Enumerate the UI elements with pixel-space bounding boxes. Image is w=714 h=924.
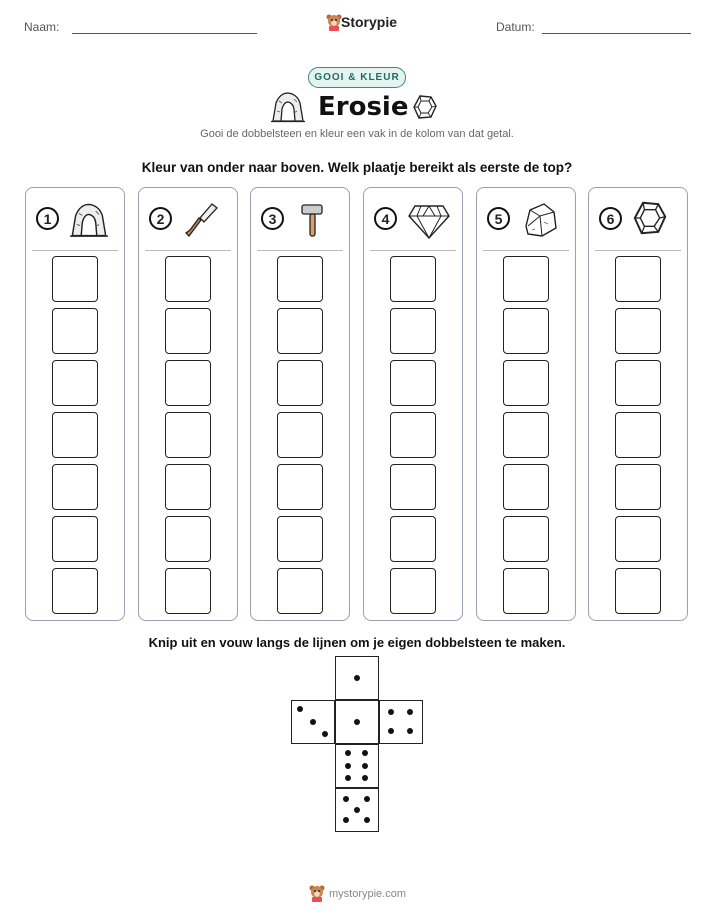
color-cell[interactable] <box>390 516 436 562</box>
activity-badge: GOOI & KLEUR <box>308 67 406 88</box>
dice-pip <box>362 775 368 781</box>
column-divider <box>595 250 681 251</box>
column-divider <box>32 250 118 251</box>
column-1 <box>25 187 125 621</box>
dice-pip <box>362 750 368 756</box>
dice-face-1 <box>335 700 379 744</box>
dice-instruction: Knip uit en vouw langs de lijnen om je eigen dobbelsteen te maken. <box>148 635 566 650</box>
dice-pip <box>354 719 360 725</box>
color-cell[interactable] <box>165 360 211 406</box>
color-cell[interactable] <box>277 568 323 614</box>
dice-face-5 <box>335 788 379 832</box>
gem-icon <box>412 94 438 120</box>
dice-pip <box>407 709 413 715</box>
dice-pip <box>388 709 394 715</box>
color-cell[interactable] <box>390 308 436 354</box>
page-title: Erosie <box>318 92 409 122</box>
dice-face-3 <box>291 700 335 744</box>
name-label: Naam: <box>24 20 60 34</box>
dice-pip <box>322 731 328 737</box>
color-cell[interactable] <box>52 308 98 354</box>
chisel-icon <box>182 200 222 240</box>
color-cell[interactable] <box>390 360 436 406</box>
color-cell[interactable] <box>165 412 211 458</box>
bear-icon <box>309 884 325 902</box>
color-cell[interactable] <box>165 308 211 354</box>
date-label: Datum: <box>496 20 535 34</box>
dice-pip <box>364 796 370 802</box>
dice-pip <box>354 807 360 813</box>
column-divider <box>145 250 231 251</box>
brand-name: Storypie <box>341 14 398 30</box>
diamond-icon <box>407 200 447 240</box>
color-cell[interactable] <box>165 256 211 302</box>
color-cell[interactable] <box>615 568 661 614</box>
color-cell[interactable] <box>52 412 98 458</box>
color-cell[interactable] <box>52 516 98 562</box>
color-cell[interactable] <box>503 516 549 562</box>
color-cell[interactable] <box>52 464 98 510</box>
column-divider <box>370 250 456 251</box>
column-2 <box>138 187 238 621</box>
dice-pip <box>364 817 370 823</box>
dice-pip <box>388 728 394 734</box>
color-cell[interactable] <box>277 308 323 354</box>
dice-pip <box>407 728 413 734</box>
color-cell[interactable] <box>52 568 98 614</box>
color-cell[interactable] <box>277 516 323 562</box>
column-4 <box>363 187 463 621</box>
color-cell[interactable] <box>165 516 211 562</box>
color-cell[interactable] <box>390 568 436 614</box>
color-cell[interactable] <box>277 256 323 302</box>
rock-arch-icon <box>69 200 109 240</box>
name-field[interactable] <box>72 33 257 34</box>
dice-pip <box>345 763 351 769</box>
column-number: 6 <box>599 207 622 230</box>
color-cell[interactable] <box>615 516 661 562</box>
date-field[interactable] <box>542 33 691 34</box>
dice-pip <box>345 775 351 781</box>
dice-pip <box>354 675 360 681</box>
color-cell[interactable] <box>165 464 211 510</box>
rock-arch-icon <box>270 91 306 123</box>
dice-pip <box>343 796 349 802</box>
color-cell[interactable] <box>52 360 98 406</box>
dice-face-1 <box>335 656 379 700</box>
color-cell[interactable] <box>503 308 549 354</box>
color-cell[interactable] <box>615 308 661 354</box>
color-cell[interactable] <box>52 256 98 302</box>
column-number: 1 <box>36 207 59 230</box>
bear-icon <box>326 13 342 31</box>
dice-face-4 <box>379 700 423 744</box>
column-divider <box>257 250 343 251</box>
dice-pip <box>362 763 368 769</box>
color-cell[interactable] <box>503 464 549 510</box>
color-cell[interactable] <box>277 360 323 406</box>
column-number: 3 <box>261 207 284 230</box>
brand-logo <box>326 13 416 33</box>
rock-icon <box>520 200 560 240</box>
dice-pip <box>343 817 349 823</box>
column-divider <box>483 250 569 251</box>
column-number: 4 <box>374 207 397 230</box>
color-cell[interactable] <box>503 360 549 406</box>
color-cell[interactable] <box>390 464 436 510</box>
dice-face-6 <box>335 744 379 788</box>
color-cell[interactable] <box>503 412 549 458</box>
color-cell[interactable] <box>165 568 211 614</box>
color-cell[interactable] <box>390 412 436 458</box>
color-cell[interactable] <box>615 412 661 458</box>
hammer-icon <box>294 200 334 240</box>
column-3 <box>250 187 350 621</box>
color-cell[interactable] <box>615 256 661 302</box>
dice-pip <box>345 750 351 756</box>
column-number: 2 <box>149 207 172 230</box>
color-cell[interactable] <box>277 464 323 510</box>
instruction: Kleur van onder naar boven. Welk plaatje bereikt als eerste de top? <box>141 160 573 175</box>
color-cell[interactable] <box>277 412 323 458</box>
column-number: 5 <box>487 207 510 230</box>
color-cell[interactable] <box>615 464 661 510</box>
color-cell[interactable] <box>390 256 436 302</box>
column-5 <box>476 187 576 621</box>
gem-icon <box>632 200 672 240</box>
subtitle: Gooi de dobbelsteen en kleur een vak in de kolom van dat getal. <box>200 128 514 140</box>
color-cell[interactable] <box>503 568 549 614</box>
color-cell[interactable] <box>615 360 661 406</box>
footer <box>309 884 429 904</box>
dice-pip <box>297 706 303 712</box>
dice-pip <box>310 719 316 725</box>
column-6 <box>588 187 688 621</box>
footer-url: mystorypie.com <box>329 888 407 900</box>
color-cell[interactable] <box>503 256 549 302</box>
